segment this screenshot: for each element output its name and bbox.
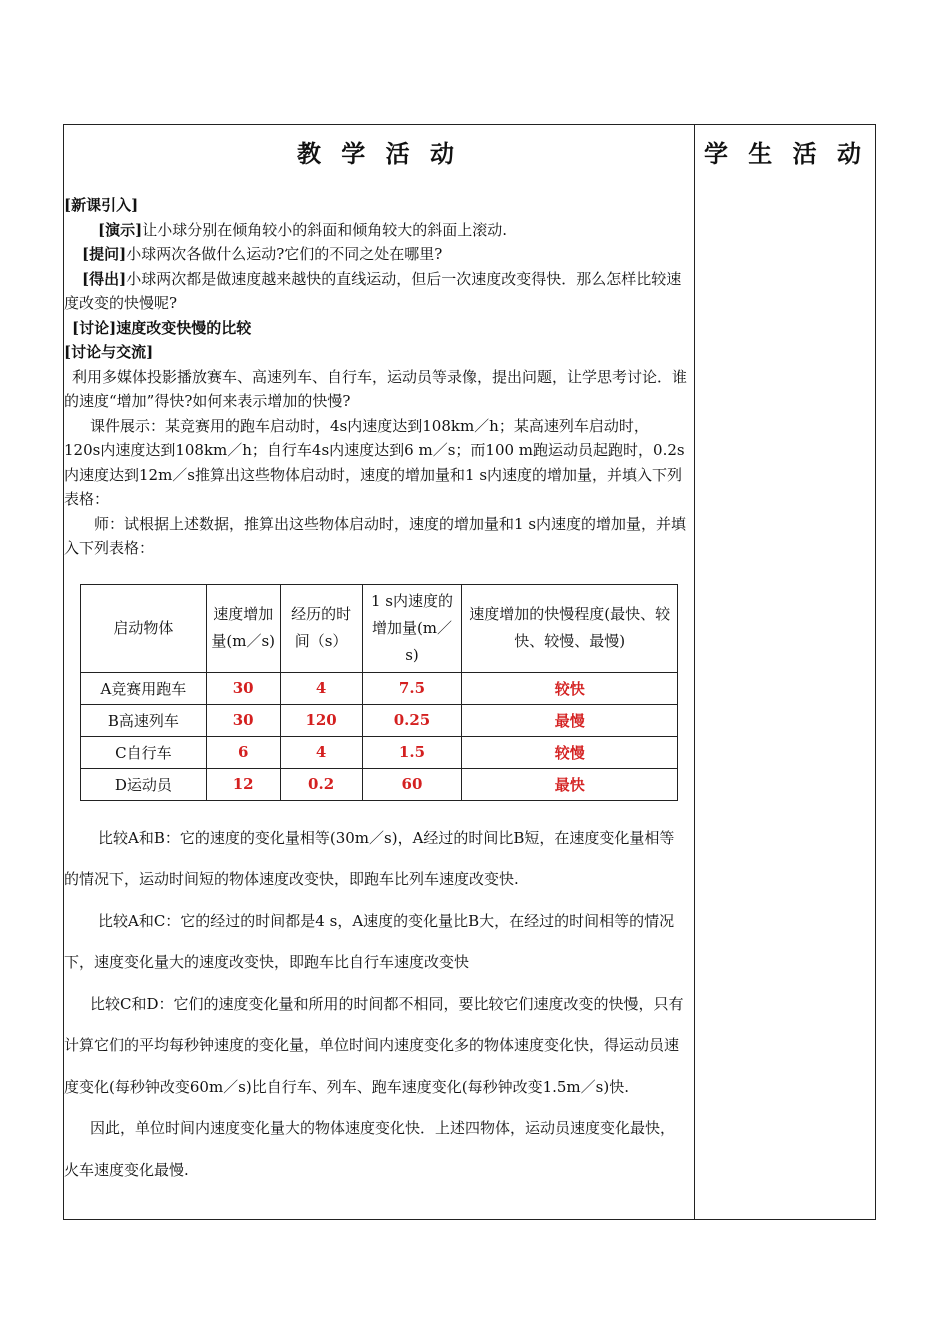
- speed-increase-cell: 6: [206, 736, 280, 768]
- rank-cell: 最慢: [462, 704, 678, 736]
- discussion-heading: [讨论]速度改变快慢的比较: [72, 318, 252, 337]
- header-object: 启动物体: [81, 584, 207, 672]
- object-cell: A竞赛用跑车: [81, 672, 207, 704]
- paragraph-teacher: 师：试根据上述数据，推算出这些物体启动时，速度的增加量和1 s内速度的增加量，并填入下列表格：: [64, 514, 687, 557]
- question-text: 小球两次各做什么运动?它们的不同之处在哪里?: [126, 245, 443, 263]
- rank-cell: 较快: [462, 672, 678, 704]
- question-line: [64, 242, 688, 267]
- paragraph-courseware: 课件展示：某竞赛用的跑车启动时，4s内速度达到108km／h；某高速列车启动时， 120s内速度达到108km／h；自行车4s内速度达到6 m／s；而100 m跑运动员起跑时，0.2s内速度达到12m／s推算出这些物体启动时，速度的增加量和1 s内速度的增加量，并填入下列表格：: [64, 416, 685, 508]
- comparison-a-c: 比较A和C：它的经过的时间都是4 s，A速度的变化量比B大，在经过的时间相等的情况下，速度变化量大的速度改变快，即跑车比自行车速度改变快: [64, 911, 675, 971]
- header-per-second: 1 s内速度的增加量(m／s): [362, 584, 462, 672]
- conclusion: 因此，单位时间内速度变化量大的物体速度变化快．上述四物体，运动员速度变化最快，火车速度变化最慢.: [64, 1119, 676, 1179]
- object-cell: B高速列车: [81, 704, 207, 736]
- per-second-cell: 1.5: [362, 736, 462, 768]
- new-lesson-intro: [新课引入]: [64, 196, 139, 214]
- result-tag: [得出]: [82, 269, 127, 288]
- intro-block: [64, 193, 688, 561]
- header-speed-increase: 速度增加量(m／s): [206, 584, 280, 672]
- per-second-cell: 7.5: [362, 672, 462, 704]
- speed-comparison-table: [80, 584, 678, 801]
- header-time: 经历的时间（s）: [280, 584, 362, 672]
- table-row: [81, 736, 678, 768]
- object-cell: D运动员: [81, 768, 207, 800]
- object-cell: C自行车: [81, 736, 207, 768]
- table-row: [81, 704, 678, 736]
- paragraph-media: 利用多媒体投影播放赛车、高速列车、自行车，运动员等录像，提出问题，让学思考讨论．谁的速度“增加”得快?如何来表示增加的快慢?: [64, 367, 688, 410]
- discussion-exchange: [讨论与交流]: [64, 343, 154, 361]
- table-header-row: [81, 584, 678, 672]
- speed-increase-cell: 30: [206, 704, 280, 736]
- rank-cell: 较慢: [462, 736, 678, 768]
- teaching-activity-heading: 教 学 活 动: [296, 139, 461, 168]
- column-divider: [694, 124, 695, 1220]
- speed-increase-cell: 12: [206, 768, 280, 800]
- rank-cell: 最快: [462, 768, 678, 800]
- result-line: [64, 267, 688, 316]
- comparison-a-b: 比较A和B：它的速度的变化量相等(30m／s)，A经过的时间比B短，在速度变化量相等的情况下，运动时间短的物体速度改变快，即跑车比列车速度改变快.: [64, 828, 675, 888]
- time-cell: 4: [280, 672, 362, 704]
- time-cell: 0.2: [280, 768, 362, 800]
- header-rank: 速度增加的快慢程度(最快、较快、较慢、最慢): [462, 584, 678, 672]
- student-activity-heading: 学 生 活 动: [703, 139, 868, 168]
- per-second-cell: 60: [362, 768, 462, 800]
- comparison-block: [64, 818, 688, 1192]
- result-text: 小球两次都是做速度越来越快的直线运动，但后一次速度改变得快．那么怎样比较速度改变的快慢呢?: [64, 269, 682, 312]
- speed-increase-cell: 30: [206, 672, 280, 704]
- time-cell: 120: [280, 704, 362, 736]
- time-cell: 4: [280, 736, 362, 768]
- comparison-c-d: 比较C和D：它们的速度变化量和所用的时间都不相同，要比较它们速度改变的快慢，只有计算它们的平均每秒钟速度的变化量，单位时间内速度变化多的物体速度变化快，得运动员速度变化(每秒钟改变60m／s)比自行车、列车、跑车速度变化(每秒钟改变1.5m／s)快.: [64, 994, 684, 1096]
- table-row: [81, 768, 678, 800]
- teaching-content: [64, 193, 688, 1191]
- demo-line: [64, 218, 688, 243]
- demo-text: 让小球分别在倾角较小的斜面和倾角较大的斜面上滚动.: [142, 220, 507, 239]
- demo-tag: [演示]: [98, 220, 143, 239]
- question-tag: [提问]: [82, 245, 127, 263]
- table-row: [81, 672, 678, 704]
- per-second-cell: 0.25: [362, 704, 462, 736]
